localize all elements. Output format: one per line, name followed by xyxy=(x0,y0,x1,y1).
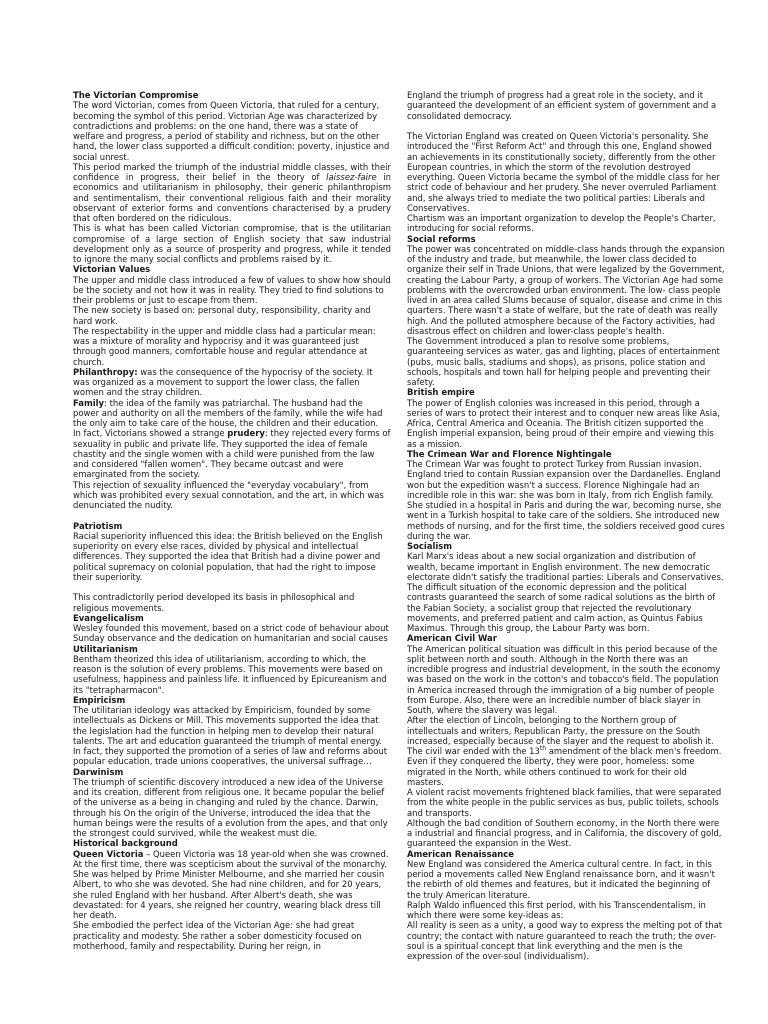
section-heading-empiricism: Empiricism xyxy=(73,694,126,705)
section-heading-american-renaissance: American Renaissance xyxy=(407,848,515,859)
paragraph-queen-victoria-2: She embodied the perfect idea of the Victorian Age: she had great practicality and modesty. She rather a sober domesticity focused on motherhood, family and respectability. During her reign, in xyxy=(73,920,362,951)
paragraph-civil-war-1: The American political situation was difficult in this period because of the split between north and south. Although in the North there was an incredible progress and industrial development, in the south the economy was based on the work in the cotton's and tobacco's field. The population in America increased through the immigration of a big number of people from Europe. Also, there were an incredible number of black slayer in South, where the slavery was legal. xyxy=(407,643,721,715)
paragraph-values-2: The new society is based on: personal duty, responsibility, charity and hard work. xyxy=(73,305,371,326)
prudery-pre: In fact, Victorians showed a strange xyxy=(73,428,228,439)
paragraph-prudery xyxy=(73,428,391,479)
spacer xyxy=(407,121,725,131)
section-heading-darwinism: Darwinism xyxy=(73,766,124,777)
spacer xyxy=(73,510,391,520)
paragraph-crimean-war: The Crimean War was fought to protect Turkey from Russian invasion. England tried to contain Russian expansion over the Dardanelles. England won but the expedition wasn't a success. Florence Nighingale had an incredible role in this war: she was born in Italy, from rich English family. She studied in a hospital in Paris and during the war, becoming nurse, she went in a Turkish hospital to take care of the soldiers. She introduced new methods of nursing, and for the first time, the soldiers received good cures during the war. xyxy=(407,459,725,541)
paragraph-victorian-england-2: Chartism was an important organization to develop the People's Charter, introducing for social reforms. xyxy=(407,213,716,234)
section-heading-british-empire: British empire xyxy=(407,387,475,398)
paragraph-british-empire: The power of English colonies was increased in this period, through a series of wars to protect their interest and to conquer new areas like Asia, Africa, Central America and Oceania. The British citizen supported the English imperial expansion, being proud of their empire and viewing this as a mission. xyxy=(407,397,721,449)
paragraph-patriotism: Racial superiority influenced this idea: the British believed on the English superiority on every else races, divided by physical and intellectual differences. They supported the idea that British had a divine power and political supremacy on colonial population, that had the right to impose their superiority. xyxy=(73,530,383,582)
right-column xyxy=(407,90,725,961)
paragraph-renaissance-1: New England was considered the America cultural centre. In fact, in this period a movements called New England renaissance born, and it wasn't the rebirth of old themes and features, but it indicated the beginning of the truly American literature. xyxy=(407,858,715,900)
paragraph-contradictory: This contradictorily period developed its basis in philosophical and religious movements. xyxy=(73,592,355,613)
section-heading-socialism: Socialism xyxy=(407,541,453,551)
family-term: Family xyxy=(73,397,105,408)
paragraph-values-1: The upper and middle class introduced a few of values to show how should be the society and not how it was in reality. They tried to find solutions to their problems or just to escape from them. xyxy=(73,274,391,305)
paragraph-values-3: The respectability in the upper and middle class had a particular mean: was a mixture of morality and hypocrisy and it was guaranteed just through good manners, comfortable house and regular attendance at church. xyxy=(73,325,376,367)
paragraph-socialism: Karl Marx's ideas about a new social organization and distribution of wealth, became important in English environment. The new democratic electorate didn't satisfy the traditional parties: Liberals and Conservatives. The difficult situation of the economic depression and the political contrasts guaranteed the search of some radical solutions as the birth of the Fabian Society, a socialist group that rejected the revolutionary movements, and preferred patient and calm action, as Quintus Fabius Maximus. Through this group, the Labour Party was born. xyxy=(407,551,724,633)
paragraph-vocabulary: This rejection of sexuality influenced the "everyday vocabulary", from which was prohibited every sexual connotation, and the art, in which was denunciated the nudity. xyxy=(73,479,384,510)
section-heading-crimean-war: The Crimean War and Florence Nightingale xyxy=(407,448,612,459)
paragraph-continuation: England the triumph of progress had a great role in the society, and it guaranteed the development of an efficient system of government and a consolidated democracy. xyxy=(407,90,717,121)
section-heading-historical-background: Historical background xyxy=(73,838,178,849)
prudery-text: : they rejected every forms of sexuality in public and private life. They supported the idea of female chastity and the single women with a child were punished from the law and considered "fallen women". They became outcast and were emarginated from the society. xyxy=(73,428,391,480)
paragraph-victorian-england-1: The Victorian England was created on Queen Victoria's personality. She introduced the "First Reform Act" and through this one, England showed an achievements in its constitutionally society, differently from the other European countries, in which the storm of the revolution destroyed everything. Queen Victoria became the symbol of the middle class for her strict code of behaviour and her prudery. She never overruled Parliament and, she always tried to mediate the two political parties: Liberals and Conservatives. xyxy=(407,131,720,213)
civil-war-2-text-a: After the election of Lincoln, belonging to the Northern group of intellectuals and writers, Republican Party, the pressure on the South increased, especially because of the slayer and the request to abolish it. The civil war ended with the 13 xyxy=(407,715,714,756)
section-heading-utilitarianism: Utilitarianism xyxy=(73,643,138,654)
queen-victoria-term: Queen Victoria xyxy=(73,848,144,859)
philanthropy-text: was the consequence of the hypocrisy of the society. It was organized as a movement to support the lower class, the fallen women and the stray children. xyxy=(73,366,373,398)
paragraph-empiricism: The utilitarian ideology was attacked by Empiricism, founded by some intellectuals as Dickens or Mill. This movements supported the idea that the legislation had the function in helping men to develop their natural talents. The art and education guaranteed the triumph of mental energy. In fact, they supported the promotion of a series of law and reforms about popular education, trade unions cooperatives, the universal suffrage… xyxy=(73,705,388,767)
paragraph-utilitarianism: Bentham theorized this idea of utilitarianism, according to which, the reason is the solution of every problems. This movements were based on usefulness, happiness and painless life. It influenced by Epicureanism and its "tetrapharmacon". xyxy=(73,653,387,695)
paragraph-renaissance-2: Ralph Waldo influenced this first period, with his Transcendentalism, in which there were some key-ideas as: xyxy=(407,899,706,920)
paragraph-compromise-2 xyxy=(73,162,391,224)
paragraph-renaissance-3: All reality is seen as a unity, a good way to express the melting pot of that country; the contact with nature guaranteed to reach the truth; the over-soul is a spiritual concept that link everything and the men is the expression of the over-soul (individualism). xyxy=(407,920,723,961)
section-heading-victorian-values: Victorian Values xyxy=(73,264,151,275)
left-column xyxy=(73,90,391,951)
paragraph-darwinism: The triumph of scientific discovery introduced a new idea of the Universe and its creation, different from religious one. It became popular the belief of the universe as a being in changing and ruled by the chance. Darwin, through his On the origin of the Universe, introduced the idea that the human beings were the results of a evolution from the apes, and that only the strongest could survived, while the weakest must die. xyxy=(73,776,388,838)
ordinal-suffix: th xyxy=(539,745,547,753)
section-heading-evangelicalism: Evangelicalism xyxy=(73,612,144,623)
section-heading-social-reforms: Social reforms xyxy=(407,233,476,244)
paragraph-family xyxy=(73,398,391,429)
paragraph-civil-war-3: A violent racist movements frightened black families, that were separated from the white people in the public services as bus, public toilets, schools and transports. xyxy=(407,787,722,818)
paragraph-queen-victoria xyxy=(73,849,391,921)
section-heading-patriotism: Patriotism xyxy=(73,520,123,531)
paragraph-philanthropy xyxy=(73,367,391,398)
compromise-2-text-b: in economics and utilitarianism in philosophy, their generic philanthropism and sentimentalism, their conventional religious faith and their morality observant of exterior forms and conventions characterised by a prudery that often bordered on the ridiculous. xyxy=(73,172,391,223)
paragraph-civil-war-4: Although the bad condition of Southern economy, in the North there were a industrial and financial progress, and in California, the discovery of gold, guaranteed the expansion in the West. xyxy=(407,817,722,849)
paragraph-social-reforms-2: The Government introduced a plan to resolve some problems, guaranteeing services as water, gas and lighting, places of entertainment (pubs, music balls, stadiums and shops), as prisons, police station and schools, hospitals and town hall for helping people and preventing their safety. xyxy=(407,336,720,387)
philanthropy-term: Philanthropy: xyxy=(73,366,138,377)
paragraph-evangelicalism: Wesley founded this movement, based on a strict code of behaviour about Sunday observance and the dedication on humanitarian and social causes xyxy=(73,623,389,644)
compromise-2-text-a: This period marked the triumph of the industrial middle classes, with their confidence in progress, their belief in the theory of xyxy=(73,161,391,182)
section-heading-victorian-compromise: The Victorian Compromise xyxy=(73,90,199,100)
laissez-faire-term: laissez-faire xyxy=(326,172,377,182)
paragraph-social-reforms-1: The power was concentrated on middle-class hands through the expansion of the industry and trade, but meanwhile, the lower class decided to organize their self in Trade Unions, that were legalized by the Government, creating the Labour Party, a group of workers. The Victorian Age had some problems with the overcrowded urban environment. The low- class people lived in an area called Slums because of squalor, disease and crime in this quarters. There wasn't a state of welfare, but the rate of death was really high. And the polluted atmosphere because of the Factory activities, had disastrous effect on children and lower-class people's health. xyxy=(407,243,725,336)
civil-war-2-text-b: amendment of the black men's freedom. Even if they conquered the liberty, they were poor, homeless: some migrated in the North, while others continued to work for their old masters. xyxy=(407,746,722,787)
paragraph-civil-war-2 xyxy=(407,715,725,787)
prudery-term: prudery xyxy=(227,428,265,439)
section-heading-american-civil-war: American Civil War xyxy=(407,633,497,644)
family-text: : the idea of the family was patriarchal. The husband had the power and authority on all the members of the family, while the wife had the only aim to take care of the house, the children and their education. xyxy=(73,397,383,428)
queen-victoria-text: – Queen Victoria was 18 year-old when she was crowned. At the first time, there was scepticism about the survival of the monarchy. She was helped by Prime Minister Melbourne, and she married her cousin Albert, to who she was devoted. She had nine children, and for 20 years, she ruled England with her husband. After Albert's death, she was devastated: for 4 years, she reigned her country, wearing black dress till her death. xyxy=(73,848,389,920)
paragraph-compromise-3: This is what has been called Victorian compromise, that is the utilitarian compromise of a large section of English society that saw industrial development only as a source of prosperity and progress, while it tended to ignore the many social conflicts and problems raised by it. xyxy=(73,223,391,264)
paragraph-compromise-1: The word Victorian, comes from Queen Victoria, that ruled for a century, becoming the symbol of this period. Victorian Age was characterized by contradictions and problems: on the one hand, there was a state of welfare and progress, a period of stability and richness, but on the other hand, the lower class supported a difficult condition: poverty, injustice and social unrest. xyxy=(73,100,390,162)
spacer xyxy=(73,582,391,592)
